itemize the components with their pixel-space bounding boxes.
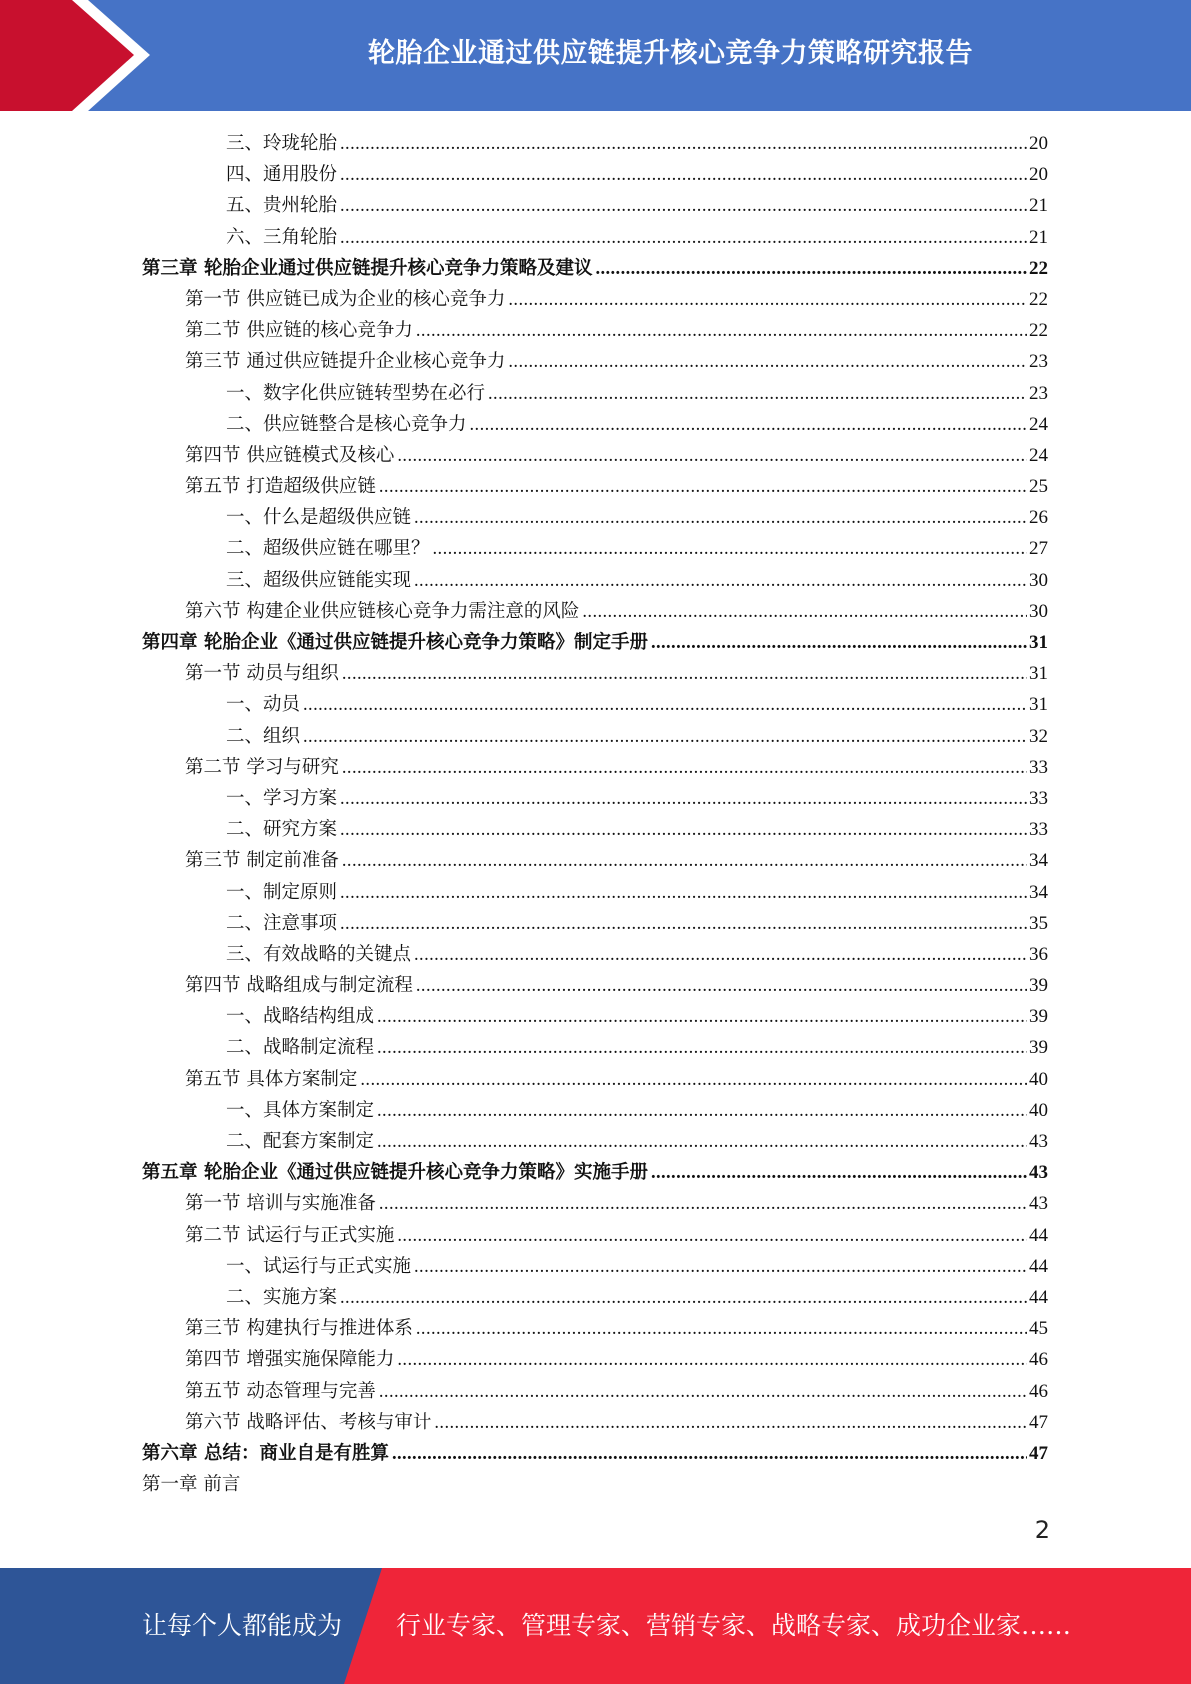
toc-entry-title: 第一节 供应链已成为企业的核心竞争力 xyxy=(185,288,506,310)
toc-entry[interactable] xyxy=(142,1126,1048,1157)
toc-dot-leader xyxy=(651,1158,1027,1189)
toc-dot-leader xyxy=(342,659,1027,690)
toc-dot-leader xyxy=(340,815,1027,846)
toc-dot-leader xyxy=(377,1002,1027,1033)
toc-dot-leader xyxy=(340,878,1027,909)
toc-entry-page: 39 xyxy=(1029,975,1048,997)
toc-entry-title: 一、什么是超级供应链 xyxy=(226,507,412,529)
toc-entry[interactable] xyxy=(142,378,1048,409)
toc-dot-leader xyxy=(651,628,1027,659)
toc-entry-title: 第三节 通过供应链提升企业核心竞争力 xyxy=(185,351,506,373)
toc-entry-page: 43 xyxy=(1029,1131,1048,1152)
toc-entry-title: 一、制定原则 xyxy=(226,881,338,903)
toc-dot-leader xyxy=(392,1439,1027,1470)
toc-dot-leader xyxy=(379,1189,1027,1220)
toc-entry-page: 30 xyxy=(1029,600,1048,622)
toc-dot-leader xyxy=(582,597,1027,628)
toc-entry[interactable] xyxy=(142,502,1048,533)
toc-dot-leader xyxy=(414,1252,1027,1283)
toc-dot-leader xyxy=(360,1065,1027,1096)
toc-entry[interactable] xyxy=(142,1220,1048,1251)
red-chevron-graphic xyxy=(0,0,160,111)
toc-entry-page: 44 xyxy=(1029,1224,1048,1246)
toc-entry[interactable] xyxy=(142,783,1048,814)
toc-entry-title: 五、贵州轮胎 xyxy=(226,195,338,217)
toc-entry-page: 27 xyxy=(1029,538,1048,560)
toc-entry-page: 43 xyxy=(1029,1193,1048,1215)
toc-dot-leader xyxy=(397,1221,1027,1252)
toc-entry-title: 二、供应链整合是核心竞争力 xyxy=(226,413,467,435)
toc-entry-page: 22 xyxy=(1029,288,1048,310)
toc-entry[interactable] xyxy=(142,253,1048,284)
toc-entry-unnumbered[interactable] xyxy=(142,1469,1048,1500)
toc-entry-page: 31 xyxy=(1029,694,1048,716)
toc-entry[interactable] xyxy=(142,471,1048,502)
toc-entry[interactable] xyxy=(142,1407,1048,1438)
toc-entry-page: 22 xyxy=(1029,257,1048,279)
toc-entry-page: 39 xyxy=(1029,1006,1048,1028)
toc-entry-page: 21 xyxy=(1029,195,1048,217)
toc-entry[interactable] xyxy=(142,284,1048,315)
toc-entry-title: 一、动员 xyxy=(226,694,301,716)
toc-entry-page: 23 xyxy=(1029,382,1048,404)
footer-slogan-right: 行业专家、管理专家、营销专家、战略专家、成功企业家…… xyxy=(396,1611,1072,1640)
toc-entry[interactable] xyxy=(142,1376,1048,1407)
toc-entry-page: 24 xyxy=(1029,413,1048,435)
toc-entry-page: 31 xyxy=(1029,632,1048,653)
toc-entry-page: 32 xyxy=(1029,725,1048,747)
toc-entry[interactable] xyxy=(142,1313,1048,1344)
toc-dot-leader xyxy=(379,472,1027,503)
toc-entry-page: 33 xyxy=(1029,756,1048,778)
toc-entry-title: 第四节 增强实施保障能力 xyxy=(185,1349,395,1371)
toc-entry[interactable] xyxy=(142,596,1048,627)
toc-entry-page: 31 xyxy=(1029,663,1048,685)
toc-entry-title: 第五节 具体方案制定 xyxy=(185,1068,358,1090)
toc-dot-leader xyxy=(508,285,1027,316)
toc-entry[interactable] xyxy=(142,409,1048,440)
toc-entry[interactable] xyxy=(142,1438,1048,1469)
footer-slogan-left: 让每个人都能成为 xyxy=(142,1611,343,1640)
toc-entry-page: 20 xyxy=(1029,164,1048,186)
toc-entry-title: 第六节 战略评估、考核与审计 xyxy=(185,1411,432,1433)
toc-entry-title: 二、注意事项 xyxy=(226,912,338,934)
report-title: 轮胎企业通过供应链提升核心竞争力策略研究报告 xyxy=(368,37,973,69)
toc-entry[interactable] xyxy=(142,533,1048,564)
toc-entry-page: 20 xyxy=(1029,133,1048,154)
toc-entry-title: 第四章 轮胎企业《通过供应链提升核心竞争力策略》制定手册 xyxy=(142,632,648,653)
toc-entry-title: 三、玲珑轮胎 xyxy=(226,133,338,154)
toc-entry[interactable] xyxy=(142,1188,1048,1219)
toc-entry-title: 六、三角轮胎 xyxy=(226,226,338,248)
toc-entry[interactable] xyxy=(142,939,1048,970)
toc-entry-page: 44 xyxy=(1029,1255,1048,1277)
toc-entry[interactable] xyxy=(142,222,1048,253)
toc-dot-leader xyxy=(379,1377,1027,1408)
toc-entry-title: 二、超级供应链在哪里？ xyxy=(226,538,430,560)
toc-dot-leader xyxy=(488,379,1027,410)
toc-entry-page: 34 xyxy=(1029,850,1048,872)
toc-entry[interactable] xyxy=(142,658,1048,689)
toc-entry-title: 一、战略结构组成 xyxy=(226,1006,375,1028)
toc-entry[interactable] xyxy=(142,908,1048,939)
toc-entry-title: 第四节 供应链模式及核心 xyxy=(185,444,395,466)
toc-dot-leader xyxy=(508,347,1027,378)
toc-dot-leader xyxy=(470,410,1027,441)
toc-entry-title: 四、通用股份 xyxy=(226,164,338,186)
toc-dot-leader xyxy=(340,909,1027,940)
toc-entry-title: 第二节 供应链的核心竞争力 xyxy=(185,320,413,342)
page-footer xyxy=(0,1568,1191,1684)
toc-dot-leader xyxy=(595,254,1027,285)
toc-entry[interactable] xyxy=(142,970,1048,1001)
toc-entry-title: 第五节 打造超级供应链 xyxy=(185,476,376,498)
toc-entry-page: 21 xyxy=(1029,226,1048,248)
toc-dot-leader xyxy=(340,129,1027,160)
toc-entry-page: 39 xyxy=(1029,1037,1048,1059)
toc-entry-title: 第二节 试运行与正式实施 xyxy=(185,1224,395,1246)
page-header xyxy=(0,0,1191,111)
toc-entry-title: 一、具体方案制定 xyxy=(226,1099,375,1121)
toc-dot-leader xyxy=(397,441,1027,472)
toc-dot-leader xyxy=(340,191,1027,222)
toc-entry-page: 40 xyxy=(1029,1068,1048,1090)
toc-entry-title: 一、试运行与正式实施 xyxy=(226,1255,412,1277)
toc-dot-leader xyxy=(303,722,1027,753)
toc-entry-page: 35 xyxy=(1029,912,1048,934)
toc-dot-leader xyxy=(340,160,1027,191)
toc-entry-page: 30 xyxy=(1029,569,1048,591)
toc-entry-page: 33 xyxy=(1029,787,1048,809)
toc-entry[interactable] xyxy=(142,845,1048,876)
toc-entry[interactable] xyxy=(142,1095,1048,1126)
toc-entry[interactable] xyxy=(142,1282,1048,1313)
toc-dot-leader xyxy=(434,1408,1027,1439)
toc-entry-page: 24 xyxy=(1029,444,1048,466)
table-of-contents xyxy=(142,128,1048,1500)
toc-dot-leader xyxy=(377,1096,1027,1127)
toc-entry-page: 46 xyxy=(1029,1380,1048,1402)
toc-entry-title: 二、战略制定流程 xyxy=(226,1037,375,1059)
toc-entry[interactable] xyxy=(142,346,1048,377)
toc-dot-leader xyxy=(414,566,1027,597)
toc-entry[interactable] xyxy=(142,1064,1048,1095)
toc-entry[interactable] xyxy=(142,1001,1048,1032)
toc-entry-page: 23 xyxy=(1029,351,1048,373)
toc-entry-page: 36 xyxy=(1029,943,1048,965)
toc-entry-page: 33 xyxy=(1029,819,1048,841)
toc-dot-leader xyxy=(416,1314,1027,1345)
toc-dot-leader xyxy=(340,223,1027,254)
toc-dot-leader xyxy=(303,690,1027,721)
toc-entry-page: 45 xyxy=(1029,1318,1048,1340)
toc-entry-title: 一、学习方案 xyxy=(226,787,338,809)
toc-entry[interactable] xyxy=(142,128,1048,159)
toc-dot-leader xyxy=(414,503,1027,534)
toc-entry-title: 二、配套方案制定 xyxy=(226,1131,375,1152)
toc-entry-title: 第六章 总结：商业自是有胜算 xyxy=(142,1442,389,1464)
toc-dot-leader xyxy=(342,846,1027,877)
toc-entry[interactable] xyxy=(142,814,1048,845)
toc-dot-leader xyxy=(433,534,1027,565)
page-number: 2 xyxy=(1034,1516,1050,1544)
toc-entry-title: 第五章 轮胎企业《通过供应链提升核心竞争力策略》实施手册 xyxy=(142,1162,648,1184)
toc-entry-title: 第一章 前言 xyxy=(142,1474,241,1496)
toc-entry-title: 三、有效战略的关键点 xyxy=(226,943,412,965)
toc-entry[interactable] xyxy=(142,752,1048,783)
toc-entry-page: 34 xyxy=(1029,881,1048,903)
toc-entry[interactable] xyxy=(142,565,1048,596)
toc-dot-leader xyxy=(342,753,1027,784)
toc-entry[interactable] xyxy=(142,877,1048,908)
toc-entry[interactable] xyxy=(142,440,1048,471)
toc-entry-page: 46 xyxy=(1029,1349,1048,1371)
toc-entry-title: 第六节 构建企业供应链核心竞争力需注意的风险 xyxy=(185,600,580,622)
toc-entry-page: 26 xyxy=(1029,507,1048,529)
toc-dot-leader xyxy=(397,1345,1027,1376)
toc-entry[interactable] xyxy=(142,721,1048,752)
toc-entry-title: 第一节 动员与组织 xyxy=(185,663,339,685)
toc-dot-leader xyxy=(377,1127,1027,1158)
toc-entry-page: 47 xyxy=(1029,1442,1048,1464)
toc-entry[interactable] xyxy=(142,689,1048,720)
toc-entry-title: 第三节 制定前准备 xyxy=(185,850,339,872)
toc-entry-page: 43 xyxy=(1029,1162,1048,1184)
toc-entry[interactable] xyxy=(142,1251,1048,1282)
toc-entry-title: 第一节 培训与实施准备 xyxy=(185,1193,376,1215)
toc-entry-page: 44 xyxy=(1029,1286,1048,1308)
toc-entry-title: 第二节 学习与研究 xyxy=(185,756,339,778)
toc-entry[interactable] xyxy=(142,1032,1048,1063)
toc-entry[interactable] xyxy=(142,190,1048,221)
toc-entry-title: 三、超级供应链能实现 xyxy=(226,569,412,591)
toc-entry-title: 第三节 构建执行与推进体系 xyxy=(185,1318,413,1340)
toc-entry-title: 二、组织 xyxy=(226,725,301,747)
toc-dot-leader xyxy=(340,784,1027,815)
toc-entry-page: 22 xyxy=(1029,320,1048,342)
toc-dot-leader xyxy=(340,1283,1027,1314)
toc-entry[interactable] xyxy=(142,1157,1048,1188)
toc-entry[interactable] xyxy=(142,159,1048,190)
toc-entry[interactable] xyxy=(142,315,1048,346)
toc-entry-title: 一、数字化供应链转型势在必行 xyxy=(226,382,486,404)
toc-dot-leader xyxy=(414,940,1027,971)
toc-entry-page: 47 xyxy=(1029,1411,1048,1433)
toc-dot-leader xyxy=(377,1033,1027,1064)
toc-entry-title: 二、研究方案 xyxy=(226,819,338,841)
toc-entry-title: 第五节 动态管理与完善 xyxy=(185,1380,376,1402)
toc-dot-leader xyxy=(416,971,1027,1002)
toc-entry-title: 第三章 轮胎企业通过供应链提升核心竞争力策略及建议 xyxy=(142,257,593,279)
toc-entry-title: 二、实施方案 xyxy=(226,1286,338,1308)
toc-entry[interactable] xyxy=(142,627,1048,658)
toc-entry-title: 第四节 战略组成与制定流程 xyxy=(185,975,413,997)
toc-entry-page: 40 xyxy=(1029,1099,1048,1121)
toc-entry-page: 25 xyxy=(1029,476,1048,498)
toc-entry[interactable] xyxy=(142,1344,1048,1375)
toc-dot-leader xyxy=(416,316,1027,347)
